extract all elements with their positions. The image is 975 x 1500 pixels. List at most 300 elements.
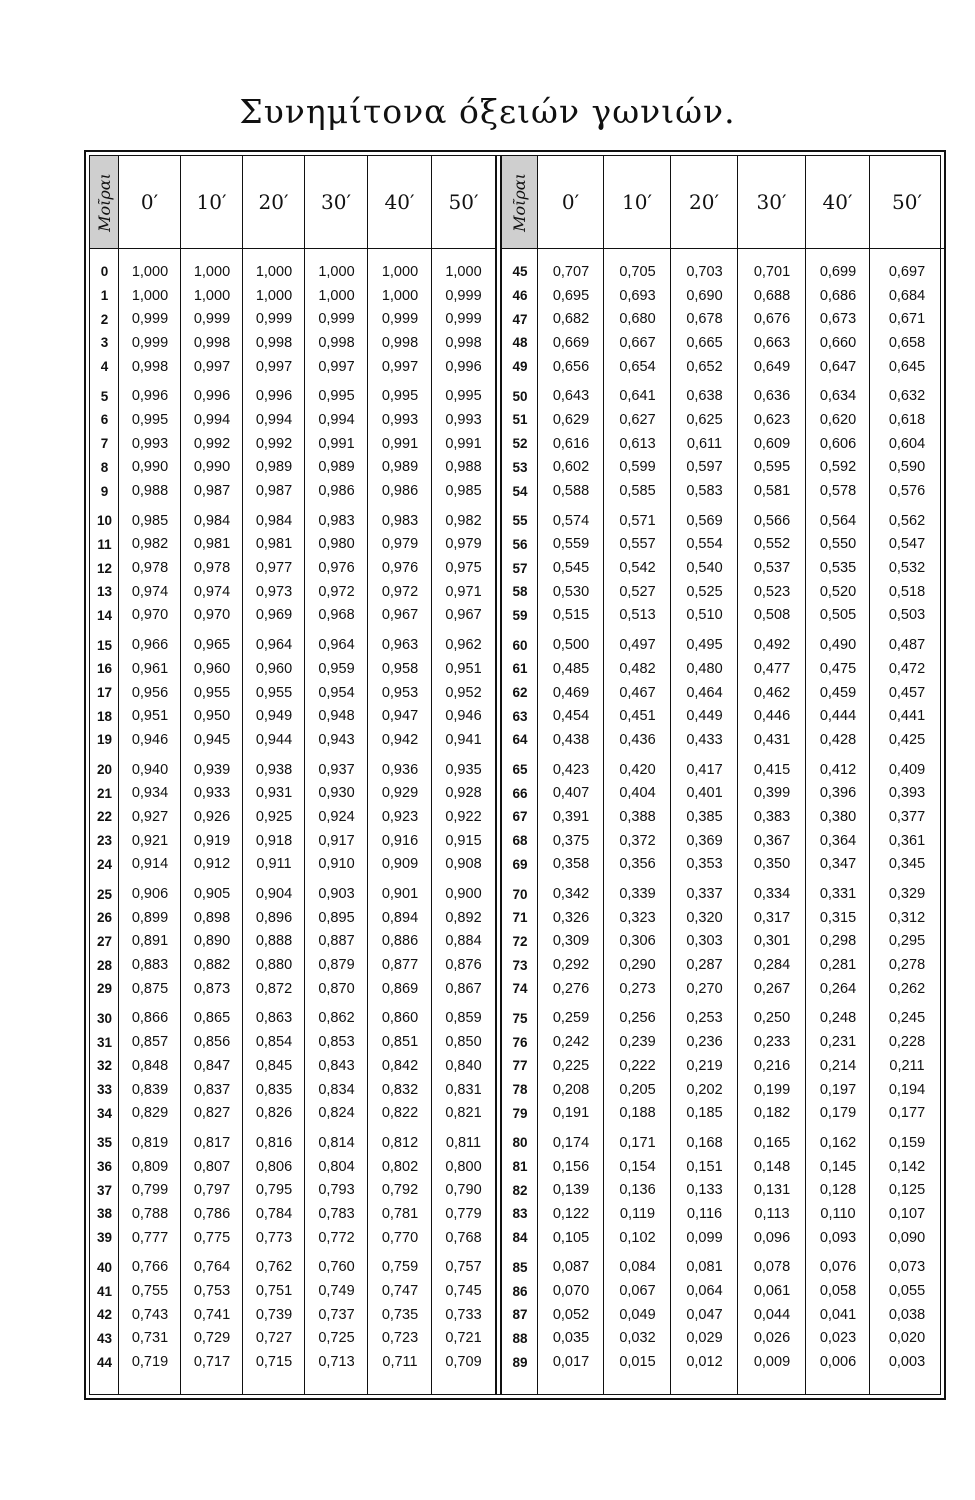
cosine-value: 0,697 [888,263,926,280]
table-row [90,556,495,580]
cosine-value: 0,151 [686,1158,723,1175]
cosine-value: 0,270 [686,980,723,997]
cosine-value: 0,976 [381,560,419,577]
cosine-value: 0,663 [753,334,791,351]
cosine-value: 0,812 [381,1134,419,1151]
cosine-value: 0,399 [753,785,791,802]
cosine-value: 0,741 [193,1306,231,1323]
degree-number: 7 [100,436,109,452]
cosine-value: 0,154 [619,1158,656,1175]
cosine-value: 0,843 [318,1057,355,1074]
cosine-value: 0,707 [552,263,590,280]
cosine-value: 0,894 [381,909,419,926]
cosine-value: 0,136 [619,1182,656,1199]
cosine-value: 0,948 [318,708,355,725]
cosine-value: 0,446 [753,708,791,725]
cosine-value: 0,682 [552,311,590,328]
cosine-value: 0,690 [686,287,723,304]
cosine-value: 0,901 [381,886,419,903]
cosine-value: 0,996 [445,358,482,375]
degree-number: 56 [512,536,528,552]
cosine-value: 0,985 [445,483,482,500]
cosine-value: 0,986 [381,483,419,500]
cosine-value: 0,055 [888,1283,926,1300]
cosine-value: 0,620 [819,411,857,428]
cosine-value: 0,331 [819,886,857,903]
table-row [502,604,944,628]
cosine-value: 0,061 [753,1283,791,1300]
cosine-value: 0,168 [686,1134,723,1151]
cosine-value: 0,339 [619,886,656,903]
cosine-value: 0,869 [381,980,419,997]
cosine-value: 0,969 [255,607,293,624]
cosine-value: 0,800 [445,1158,482,1175]
cosine-value: 0,999 [193,311,231,328]
cosine-value: 1,000 [318,287,355,304]
cosine-value: 0,981 [193,536,231,553]
cosine-value: 0,377 [888,808,926,825]
table-right-half [500,156,944,1394]
table-row [90,384,495,408]
cosine-value: 0,128 [819,1182,857,1199]
cosine-value: 0,759 [381,1259,419,1276]
degree-number: 9 [100,483,109,499]
cosine-value: 0,532 [888,560,926,577]
cosine-value: 0,616 [552,435,590,452]
cosine-value: 0,996 [193,388,231,405]
table-row [90,1327,495,1351]
degree-number: 15 [96,637,113,653]
cosine-value: 0,315 [819,909,857,926]
table-row [502,355,944,379]
table-row [502,1155,944,1179]
cosine-value: 0,832 [381,1081,419,1098]
cosine-value: 0,099 [686,1229,723,1246]
degree-number: 12 [96,560,113,576]
cosine-value: 0,654 [619,358,656,375]
cosine-value: 0,380 [819,808,857,825]
cosine-value: 0,222 [619,1057,656,1074]
degree-number: 89 [512,1354,528,1370]
table-row [90,829,495,853]
cosine-value: 0,927 [131,808,169,825]
cosine-value: 0,926 [193,808,231,825]
cosine-value: 0,444 [819,708,857,725]
cosine-value: 0,795 [255,1182,293,1199]
cosine-value: 0,345 [888,856,926,873]
cosine-value: 0,781 [381,1205,419,1222]
table-row [502,1007,944,1031]
degree-number: 53 [512,459,528,475]
cosine-value: 0,703 [686,263,723,280]
cosine-value: 0,110 [820,1205,856,1222]
cosine-value: 0,737 [318,1306,355,1323]
cosine-value: 0,329 [888,886,926,903]
degree-number: 24 [96,856,113,872]
cosine-value: 0,999 [445,311,482,328]
cosine-value: 0,032 [619,1330,656,1347]
cosine-value: 0,851 [381,1034,419,1051]
table-row [502,633,944,657]
cosine-value: 0,888 [255,933,293,950]
cosine-value: 0,623 [753,411,791,428]
cosine-value: 0,739 [255,1306,293,1323]
cosine-value: 0,908 [445,856,482,873]
header-minutes-0: 0′ [538,156,604,248]
cosine-value: 0,946 [131,731,169,748]
cosine-value: 0,320 [686,909,723,926]
cosine-value: 0,987 [255,483,293,500]
table-row [90,331,495,355]
table-row [502,1054,944,1078]
row-group [502,1256,944,1374]
table-row [502,1303,944,1327]
cosine-value: 0,090 [888,1229,926,1246]
cosine-value: 0,595 [753,459,791,476]
degree-number: 74 [512,981,528,997]
degree-number: 38 [96,1206,113,1222]
cosine-value: 0,989 [318,459,355,476]
cosine-value: 0,999 [381,311,419,328]
cosine-value: 0,916 [381,832,419,849]
degree-number: 22 [96,809,113,825]
cosine-value: 0,991 [381,435,419,452]
cosine-value: 0,205 [619,1081,656,1098]
degree-number: 48 [512,335,528,351]
cosine-value: 0,806 [255,1158,293,1175]
cosine-value: 0,921 [131,832,169,849]
cosine-value: 0,552 [753,536,791,553]
cosine-value: 0,225 [552,1057,590,1074]
cosine-value: 0,943 [318,731,355,748]
cosine-value: 0,967 [445,607,482,624]
cosine-value: 0,451 [619,708,656,725]
table-row [502,556,944,580]
header-minutes-5: 50′ [892,190,922,214]
cosine-value: 0,609 [753,435,791,452]
cosine-value: 0,367 [753,832,791,849]
cosine-value: 0,693 [619,287,656,304]
degree-number: 77 [512,1058,528,1074]
cosine-value: 0,356 [619,856,656,873]
table-row [90,509,495,533]
cosine-value: 0,991 [445,435,482,452]
degree-number: 79 [512,1105,528,1121]
cosine-value: 0,513 [619,607,656,624]
cosine-value: 0,985 [131,512,169,529]
table-row [90,533,495,557]
degree-number: 88 [512,1330,528,1346]
cosine-value: 0,816 [255,1134,293,1151]
cosine-value: 0,078 [753,1259,791,1276]
cosine-value: 0,848 [131,1057,169,1074]
cosine-value: 0,214 [819,1057,857,1074]
cosine-value: 0,988 [131,483,169,500]
cosine-value: 0,361 [888,832,926,849]
table-body-left [90,260,495,1380]
cosine-value: 0,959 [318,660,355,677]
cosine-value: 0,401 [686,785,723,802]
cosine-value: 0,974 [193,583,231,600]
degree-number: 20 [96,762,113,778]
cosine-value: 0,995 [318,388,355,405]
cosine-value: 0,857 [131,1034,169,1051]
cosine-value: 0,877 [381,957,419,974]
cosine-value: 0,309 [552,933,590,950]
header-minutes-2: 20′ [671,156,738,248]
cosine-value: 0,647 [819,358,857,375]
cosine-value: 0,772 [318,1229,355,1246]
cosine-value: 0,942 [381,731,419,748]
table-row [502,479,944,503]
degree-number: 51 [512,412,528,428]
cosine-value: 0,958 [381,660,419,677]
cosine-value: 0,978 [131,560,169,577]
cosine-value: 0,638 [686,388,723,405]
header-minutes-0: 0′ [119,156,181,248]
degree-number: 86 [512,1283,528,1299]
cosine-value: 0,964 [255,637,293,654]
cosine-value: 0,393 [888,785,926,802]
cosine-value: 0,102 [619,1229,656,1246]
cosine-value: 0,073 [888,1259,926,1276]
degree-number: 25 [96,886,113,902]
cosine-value: 0,966 [131,637,169,654]
cosine-value: 0,845 [255,1057,293,1074]
header-degrees-label: Μοῖραι [94,172,114,232]
cosine-value: 0,358 [552,856,590,873]
cosine-value: 0,303 [686,933,723,950]
cosine-value: 0,003 [888,1354,926,1371]
table-row [90,1078,495,1102]
cosine-value: 0,918 [255,832,293,849]
degree-number: 2 [100,311,109,327]
degree-number: 28 [96,957,113,973]
cosine-value: 0,337 [686,886,723,903]
cosine-value: 0,797 [193,1182,231,1199]
cosine-value: 0,202 [686,1081,723,1098]
cosine-value: 0,105 [552,1229,590,1246]
table-row [502,408,944,432]
cosine-value: 0,972 [318,583,355,600]
degree-number: 57 [512,560,528,576]
cosine-value: 0,875 [131,980,169,997]
degree-number: 67 [512,809,528,825]
cosine-value: 0,773 [255,1229,293,1246]
cosine-value: 0,464 [686,684,723,701]
cosine-value: 0,983 [318,512,355,529]
cosine-value: 0,904 [255,886,293,903]
cosine-value: 0,131 [753,1182,791,1199]
degree-number: 63 [512,708,528,724]
cosine-value: 0,947 [381,708,419,725]
cosine-value: 0,233 [753,1034,791,1051]
cosine-value: 0,944 [255,731,293,748]
cosine-value: 0,804 [318,1158,355,1175]
cosine-value: 0,009 [753,1354,791,1371]
cosine-value: 0,477 [753,660,791,677]
cosine-value: 0,228 [888,1034,926,1051]
cosine-value: 0,462 [753,684,791,701]
cosine-value: 0,438 [552,731,590,748]
cosine-value: 0,819 [131,1134,169,1151]
cosine-value: 0,887 [318,933,355,950]
cosine-value: 0,525 [686,583,723,600]
cosine-value: 0,236 [686,1034,723,1051]
table-row [90,882,495,906]
cosine-value: 0,821 [445,1105,482,1122]
cosine-value: 0,910 [318,856,355,873]
cosine-value: 0,939 [193,761,231,778]
cosine-value: 0,262 [888,980,926,997]
degree-number: 26 [96,910,113,926]
cosine-value: 0,649 [753,358,791,375]
cosine-value: 0,540 [686,560,723,577]
cosine-value: 0,970 [131,607,169,624]
cosine-value: 0,977 [255,560,293,577]
cosine-value: 0,866 [131,1010,169,1027]
cosine-value: 0,764 [193,1259,231,1276]
cosine-value: 0,652 [686,358,723,375]
degree-number: 40 [96,1259,113,1275]
table-header-left [90,156,495,249]
table-row [90,1101,495,1125]
cosine-value: 0,976 [318,560,355,577]
table-row [502,384,944,408]
cosine-value: 0,956 [131,684,169,701]
cosine-value: 0,177 [888,1105,926,1122]
header-minutes-5: 50′ [448,190,479,214]
cosine-value: 0,919 [193,832,231,849]
cosine-value: 0,870 [318,980,355,997]
table-left-half [90,156,497,1394]
cosine-value: 0,993 [381,411,419,428]
table-row [502,681,944,705]
table-row [90,1256,495,1280]
cosine-value: 0,372 [619,832,656,849]
cosine-value: 0,680 [619,311,656,328]
degree-number: 87 [512,1307,528,1323]
cosine-value: 0,914 [131,856,169,873]
cosine-value: 0,952 [445,684,482,701]
cosine-value: 0,423 [552,761,590,778]
cosine-value: 0,520 [819,583,857,600]
cosine-value: 0,727 [255,1330,293,1347]
row-group [90,509,495,627]
cosine-value: 0,993 [131,435,169,452]
degree-number: 42 [96,1307,113,1323]
cosine-value: 0,993 [445,411,482,428]
cosine-value: 0,937 [318,761,355,778]
cosine-value: 0,960 [255,660,293,677]
cosine-value: 0,931 [255,785,293,802]
cosine-value: 0,578 [819,483,857,500]
cosine-value: 0,970 [193,607,231,624]
cosine-value: 0,454 [552,708,590,725]
cosine-value: 0,760 [318,1259,355,1276]
row-group [90,1256,495,1374]
table-row [90,408,495,432]
cosine-value: 0,964 [318,637,355,654]
degree-number: 29 [96,981,113,997]
table-row [90,977,495,1001]
cosine-value: 0,723 [381,1330,419,1347]
cosine-value: 0,955 [255,684,293,701]
cosine-value: 0,407 [552,785,590,802]
cosine-value: 0,997 [193,358,231,375]
cosine-value: 0,292 [552,957,590,974]
degree-number: 30 [96,1010,113,1026]
cosine-value: 0,156 [552,1158,590,1175]
cosine-value: 0,064 [686,1283,723,1300]
cosine-value: 0,831 [445,1081,482,1098]
degree-number: 33 [96,1082,113,1098]
cosine-value: 0,949 [255,708,293,725]
cosine-value: 1,000 [255,263,293,280]
cosine-value: 0,929 [381,785,419,802]
table-row [90,1030,495,1054]
cosine-value: 0,530 [552,583,590,600]
cosine-value: 0,749 [318,1283,355,1300]
table-row [90,633,495,657]
cosine-value: 0,537 [753,560,791,577]
cosine-value: 0,159 [888,1134,926,1151]
cosine-value: 0,554 [686,536,723,553]
page-title: Συνημίτονα όξειών γωνιών. [239,92,736,131]
cosine-value: 0,038 [888,1306,926,1323]
degree-number: 65 [512,762,528,778]
cosine-value: 0,412 [819,761,857,778]
table-row [502,1327,944,1351]
degree-number: 62 [512,685,528,701]
table-row [90,953,495,977]
cosine-value: 0,276 [552,980,590,997]
cosine-value: 0,903 [318,886,355,903]
degree-number: 0 [100,264,109,280]
table-row [502,758,944,782]
cosine-value: 0,917 [318,832,355,849]
cosine-value: 0,912 [193,856,231,873]
cosine-value: 0,972 [381,583,419,600]
cosine-value: 0,829 [131,1105,169,1122]
cosine-value: 0,788 [131,1205,169,1222]
cosine-value: 0,396 [819,785,857,802]
cosine-value: 0,705 [619,263,656,280]
cosine-value: 0,545 [552,560,590,577]
cosine-value: 0,585 [619,483,656,500]
cosine-value: 0,611 [686,435,723,452]
cosine-value: 0,883 [131,957,169,974]
cosine-value: 0,165 [753,1134,791,1151]
table-row [502,1226,944,1250]
header-minutes-3: 30′ [305,156,368,248]
cosine-value: 0,962 [445,637,482,654]
cosine-value: 0,982 [131,536,169,553]
cosine-value: 0,171 [619,1134,656,1151]
cosine-value: 0,026 [753,1330,791,1347]
cosine-value: 0,490 [819,637,857,654]
cosine-value: 0,983 [381,512,419,529]
cosine-value: 0,216 [753,1057,791,1074]
cosine-value: 0,842 [381,1057,419,1074]
cosine-value: 0,898 [193,909,231,926]
cosine-value: 0,606 [819,435,857,452]
degree-number: 78 [512,1082,528,1098]
cosine-value: 0,686 [819,287,857,304]
cosine-value: 0,191 [552,1105,590,1122]
degree-number: 47 [512,311,528,327]
cosine-value: 0,599 [619,459,656,476]
